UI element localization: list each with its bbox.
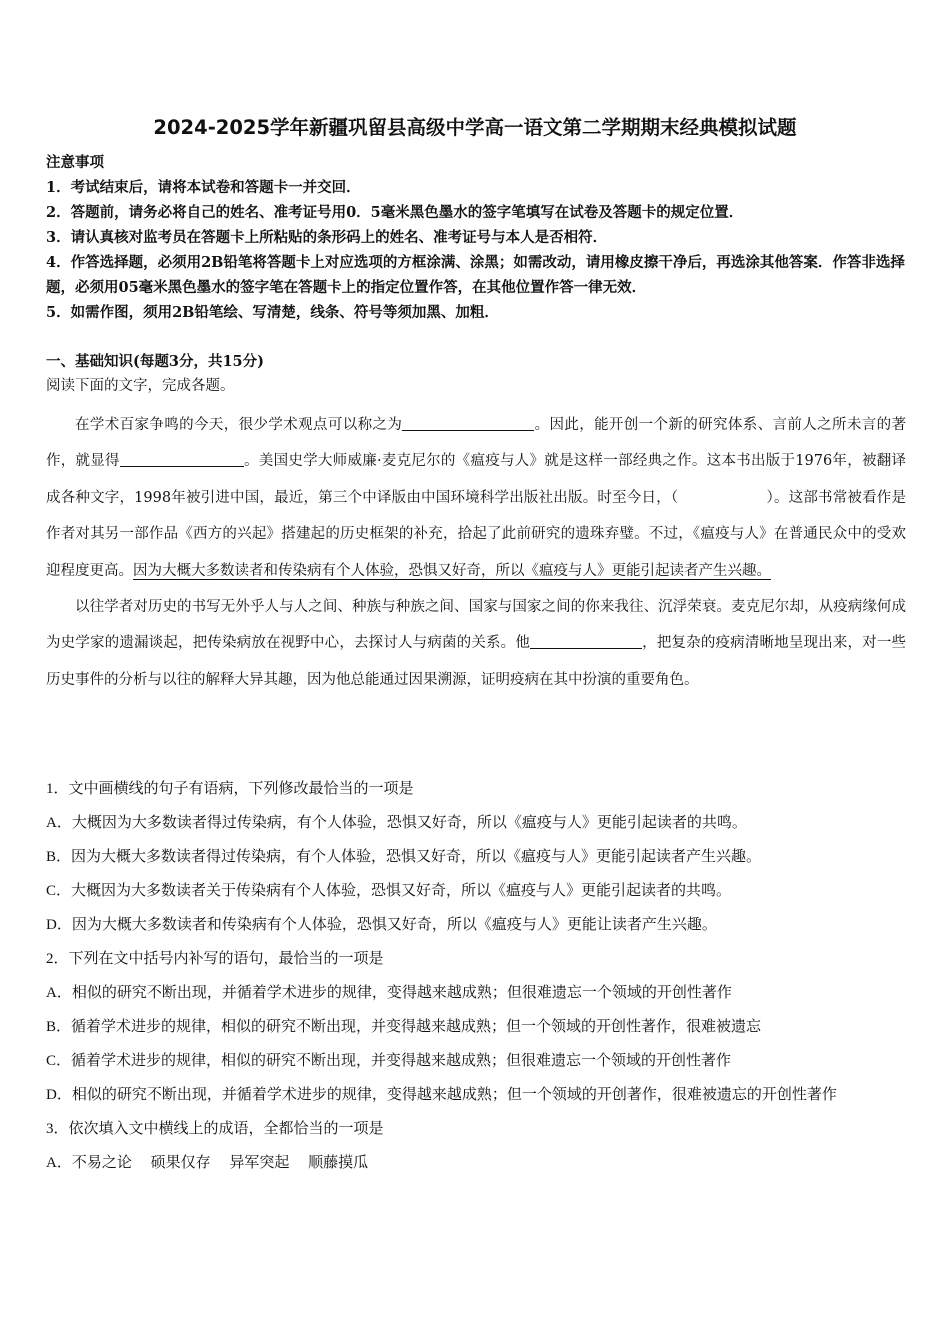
- fill-blank: [530, 633, 642, 650]
- passage-paragraph: [46, 407, 906, 589]
- answer-option: A．相似的研究不断出现，并循着学术进步的规律，变得越来越成熟；但很难遗忘一个领域的开创性著作: [46, 985, 732, 1001]
- underlined-sentence: 因为大概大多数读者和传染病有个人体验，恐惧又好奇，所以《瘟疫与人》更能引起读者产生兴趣。: [133, 562, 771, 579]
- reading-passage: [46, 407, 906, 698]
- notice-item: 4．作答选择题，必须用2B铅笔将答题卡上对应选项的方框涂满、涂黑；如需改动，请用橡皮擦干净后，再选涂其他答案．作答非选择题，必须用05毫米黑色墨水的签字笔在答题卡上的指定位置作答，在其他位置作答一律无效．: [46, 254, 905, 296]
- passage-text: 。美国史学大师威廉·麦克尼尔的《瘟疫与人》就是这样一部经典之作。这本书出版于1976年，被翻译成各种文字，1998年被引进中国，最近，第三个中译版由中国环境科学出版社出版。时至今日，（: [46, 453, 906, 506]
- answer-option: A．大概因为大多数读者得过传染病，有个人体验，恐惧又好奇，所以《瘟疫与人》更能引起读者的共鸣。: [46, 815, 747, 831]
- passage-text: ）。这部书常被看作是作者对其另一部作品《西方的兴起》搭建起的历史框架的补充，拾起了此前研究的遗珠弃璧。不过，《瘟疫与人》在普通民众中的受欢迎程度更高。: [46, 489, 907, 579]
- passage-text: 。因此，能开创一个新的研究体系、言前人之所未言的著作，就显得: [46, 417, 907, 470]
- answer-option: B．因为大概大多数读者得过传染病，有个人体验，恐惧又好奇，所以《瘟疫与人》更能引起读者产生兴趣。: [46, 849, 762, 865]
- question-stem: 3．依次填入文中横线上的成语，全都恰当的一项是: [46, 1121, 384, 1137]
- answer-option: D．因为大概大多数读者和传染病有个人体验，恐惧又好奇，所以《瘟疫与人》更能让读者产生兴趣。: [46, 917, 717, 933]
- page-title: 2024-2025学年新疆巩留县高级中学高一语文第二学期期末经典模拟试题: [153, 116, 797, 139]
- question-stem: 1．文中画横线的句子有语病，下列修改最恰当的一项是: [46, 781, 414, 797]
- section-heading: 一、基础知识(每题3分，共15分): [46, 353, 264, 370]
- fill-blank: [402, 414, 534, 431]
- question-list: [46, 772, 906, 1180]
- notice-item: 1．考试结束后，请将本试卷和答题卡一并交回．: [46, 179, 361, 196]
- notice-item: 2．答题前，请务必将自己的姓名、准考证号用0．5毫米黑色墨水的签字笔填写在试卷及答题卡的规定位置．: [46, 204, 744, 221]
- answer-option: B．循着学术进步的规律，相似的研究不断出现，并变得越来越成熟；但一个领域的开创性著作，很难被遗忘: [46, 1019, 762, 1035]
- reading-instruction: 阅读下面的文字，完成各题。: [46, 378, 235, 394]
- passage-text: 以往学者对历史的书写无外乎人与人之间、种族与种族之间、国家与国家之间的你来我往、沉浮荣衰。麦克尼尔却: [75, 599, 804, 616]
- fill-blank: [120, 450, 244, 467]
- passage-text: ，从疫病缘何成为史学家的遗漏谈起，把传染病放在视野中心，去探讨人与病菌的关系。他: [46, 599, 907, 652]
- answer-option: C．大概因为大多数读者关于传染病有个人体验，恐惧又好奇，所以《瘟疫与人》更能引起读者的共鸣。: [46, 883, 732, 899]
- notice-block: [46, 150, 916, 325]
- passage-text: ，把复杂的疫病清晰地呈现出来，对一些历史事件的分析与以往的解释大异其趣，因为他总能通过因果溯源，证明疫病在其中扮演的重要角色。: [46, 635, 906, 688]
- passage-text: 在学术百家争鸣的今天，很少学术观点可以称之为: [75, 417, 403, 433]
- question-stem: 2．下列在文中括号内补写的语句，最恰当的一项是: [46, 951, 384, 967]
- notice-heading: 注意事项: [46, 154, 104, 171]
- notice-item: 5．如需作图，须用2B铅笔绘、写清楚，线条、符号等须加黑、加粗．: [46, 304, 499, 321]
- answer-option: A．不易之论 硕果仅存 异军突起 顺藤摸瓜: [46, 1155, 369, 1171]
- notice-item: 3．请认真核对监考员在答题卡上所粘贴的条形码上的姓名、准考证号与本人是否相符．: [46, 229, 608, 246]
- answer-option: C．循着学术进步的规律，相似的研究不断出现，并变得越来越成熟；但很难遗忘一个领域的开创性著作: [46, 1053, 732, 1069]
- answer-option: D．相似的研究不断出现，并循着学术进步的规律，变得越来越成熟；但一个领域的开创著作，很难被遗忘的开创性著作: [46, 1087, 837, 1103]
- passage-paragraph: [46, 589, 906, 698]
